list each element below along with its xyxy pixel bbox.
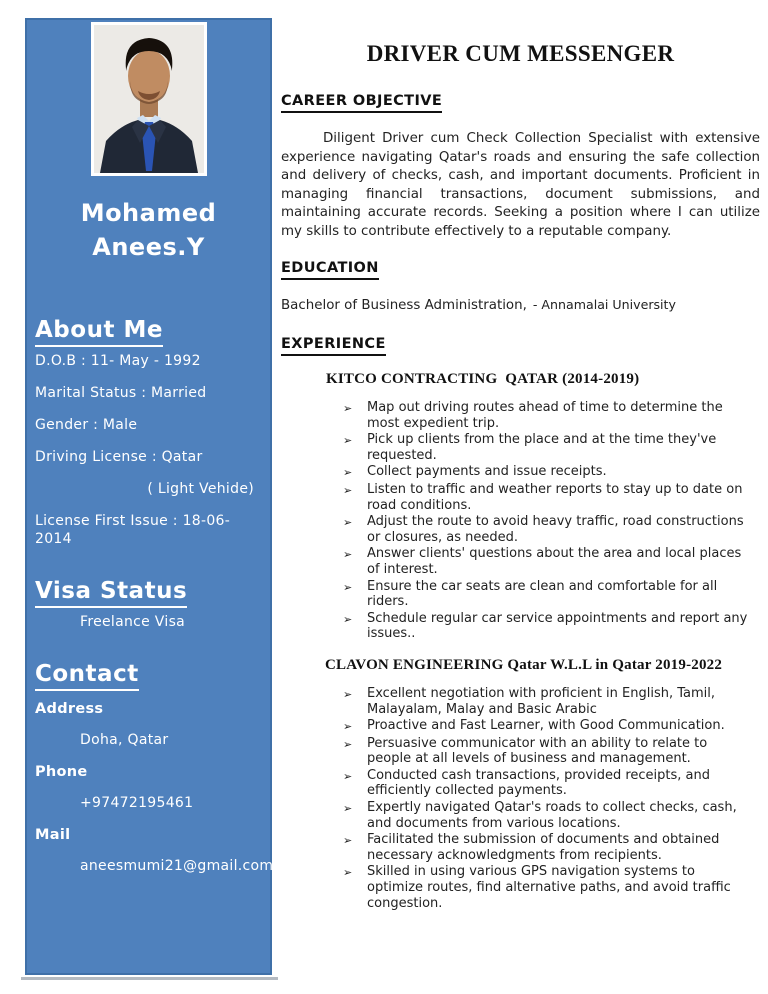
experience-bullet <box>343 832 755 863</box>
bullet-text: Listen to traffic and weather reports to stay up to date on road conditions. <box>367 481 743 513</box>
experience-bullet <box>343 611 755 642</box>
job-title-kitco: KITCO CONTRACTING QATAR (2014-2019) <box>326 371 640 387</box>
visa-status-heading: Visa Status <box>35 578 187 608</box>
profile-photo <box>91 22 207 176</box>
experience-bullet <box>343 400 755 431</box>
visa-status-value: Freelance Visa <box>80 614 186 630</box>
bullet-text: Ensure the car seats are clean and comfortable for all riders. <box>367 578 718 610</box>
job-title-clavon: CLAVON ENGINEERING Qatar W.L.L in Qatar 2019-2022 <box>325 656 723 673</box>
arrow-bullet-icon: ➢ <box>343 580 353 594</box>
arrow-bullet-icon: ➢ <box>343 483 353 497</box>
experience-bullet <box>343 546 755 577</box>
candidate-first-name: Mohamed <box>80 199 217 227</box>
bullet-text: Adjust the route to avoid heavy traffic, road constructions or closures, as needed. <box>367 514 744 545</box>
resume-body <box>281 40 760 912</box>
career-objective-text: Diligent Driver cum Check Collection Specialist with extensive experience navigating Qatar's roads and ensuring the safe collection and delivery of checks, cash, and important documents. Proficient in managing financial transactions, document submissions, and maintaining accurate records. Seeking a position where I can utilize my skills to contribute effectively to a reputable company. <box>281 131 760 239</box>
document-title: DRIVER CUM MESSENGER <box>366 41 675 66</box>
arrow-bullet-icon: ➢ <box>343 516 353 530</box>
bullet-text: Persuasive communicator with an ability to relate to people at all levels of business and management. <box>367 735 708 767</box>
mail-value: aneesmumi21@gmail.com <box>80 858 274 874</box>
experience-bullet <box>343 432 755 463</box>
candidate-name <box>27 196 270 264</box>
experience-bullet <box>343 686 755 717</box>
mail-label: Mail <box>35 827 71 843</box>
arrow-bullet-icon: ➢ <box>343 769 353 783</box>
experience-bullet <box>343 482 755 513</box>
degree-text: Bachelor of Business Administration, <box>281 298 527 313</box>
bullet-text: Answer clients' questions about the area and local places of interest. <box>367 546 742 577</box>
experience-bullet <box>343 718 755 735</box>
arrow-bullet-icon: ➢ <box>343 402 353 415</box>
arrow-bullet-icon: ➢ <box>343 612 353 626</box>
phone-label: Phone <box>35 764 88 780</box>
bullet-text: Pick up clients from the place and at the time they've requested. <box>367 432 717 463</box>
arrow-bullet-icon: ➢ <box>343 834 353 848</box>
candidate-last-name: Anees.Y <box>92 233 205 261</box>
experience-bullet <box>343 800 755 831</box>
bullet-text: Map out driving routes ahead of time to determine the most expedient trip. <box>367 400 723 431</box>
experience-bullet <box>343 768 755 799</box>
phone-value: +97472195461 <box>80 795 194 811</box>
portrait-image <box>94 25 204 173</box>
experience-heading: EXPERIENCE <box>281 335 386 356</box>
experience-bullet <box>343 864 755 911</box>
gender-row: Gender : Male <box>35 417 138 433</box>
bullet-text: Expertly navigated Qatar's roads to collect checks, cash, and documents from various locations. <box>367 800 737 831</box>
license-first-issue-row: License First Issue : 18-06-2014 <box>35 513 231 547</box>
clavon-bullet-list <box>343 686 755 911</box>
arrow-bullet-icon: ➢ <box>343 802 353 816</box>
experience-bullet <box>343 736 755 767</box>
arrow-bullet-icon: ➢ <box>343 466 353 480</box>
driving-license-row: Driving License : Qatar <box>35 449 203 465</box>
university-text: - Annamalai University <box>532 297 676 312</box>
experience-bullet <box>343 579 755 610</box>
license-type-row: ( Light Vehide) <box>147 481 254 497</box>
experience-bullet <box>343 514 755 545</box>
arrow-bullet-icon: ➢ <box>343 434 353 448</box>
arrow-bullet-icon: ➢ <box>343 866 353 880</box>
education-heading: EDUCATION <box>281 259 379 280</box>
experience-bullet <box>343 464 755 481</box>
arrow-bullet-icon: ➢ <box>343 687 353 701</box>
arrow-bullet-icon: ➢ <box>343 720 353 734</box>
address-label: Address <box>35 701 104 717</box>
bullet-text: Proactive and Fast Learner, with Good Communication. <box>367 718 725 734</box>
sidebar <box>25 18 272 975</box>
bullet-text: Facilitated the submission of documents and obtained necessary acknowledgments from recipients. <box>367 832 720 863</box>
kitco-bullet-list <box>343 400 755 642</box>
contact-heading: Contact <box>35 661 139 691</box>
about-me-heading: About Me <box>35 317 163 347</box>
bullet-text: Schedule regular car service appointments and report any issues.. <box>367 610 748 642</box>
sidebar-shadow-line <box>21 977 278 980</box>
bullet-text: Skilled in using various GPS navigation systems to optimize routes, find alternative paths, and avoid traffic congestion. <box>367 864 731 911</box>
address-value: Doha, Qatar <box>80 732 169 748</box>
dob-row: D.O.B : 11- May - 1992 <box>35 353 201 369</box>
marital-status-row: Marital Status : Married <box>35 385 207 401</box>
arrow-bullet-icon: ➢ <box>343 548 353 562</box>
career-objective-heading: CAREER OBJECTIVE <box>281 92 442 113</box>
arrow-bullet-icon: ➢ <box>343 737 353 751</box>
education-entry <box>281 296 760 315</box>
bullet-text: Collect payments and issue receipts. <box>367 464 607 480</box>
bullet-text: Excellent negotiation with proficient in English, Tamil, Malayalam, Malay and Basic Arabic <box>367 685 716 717</box>
bullet-text: Conducted cash transactions, provided receipts, and efficiently collected payments. <box>367 767 710 799</box>
